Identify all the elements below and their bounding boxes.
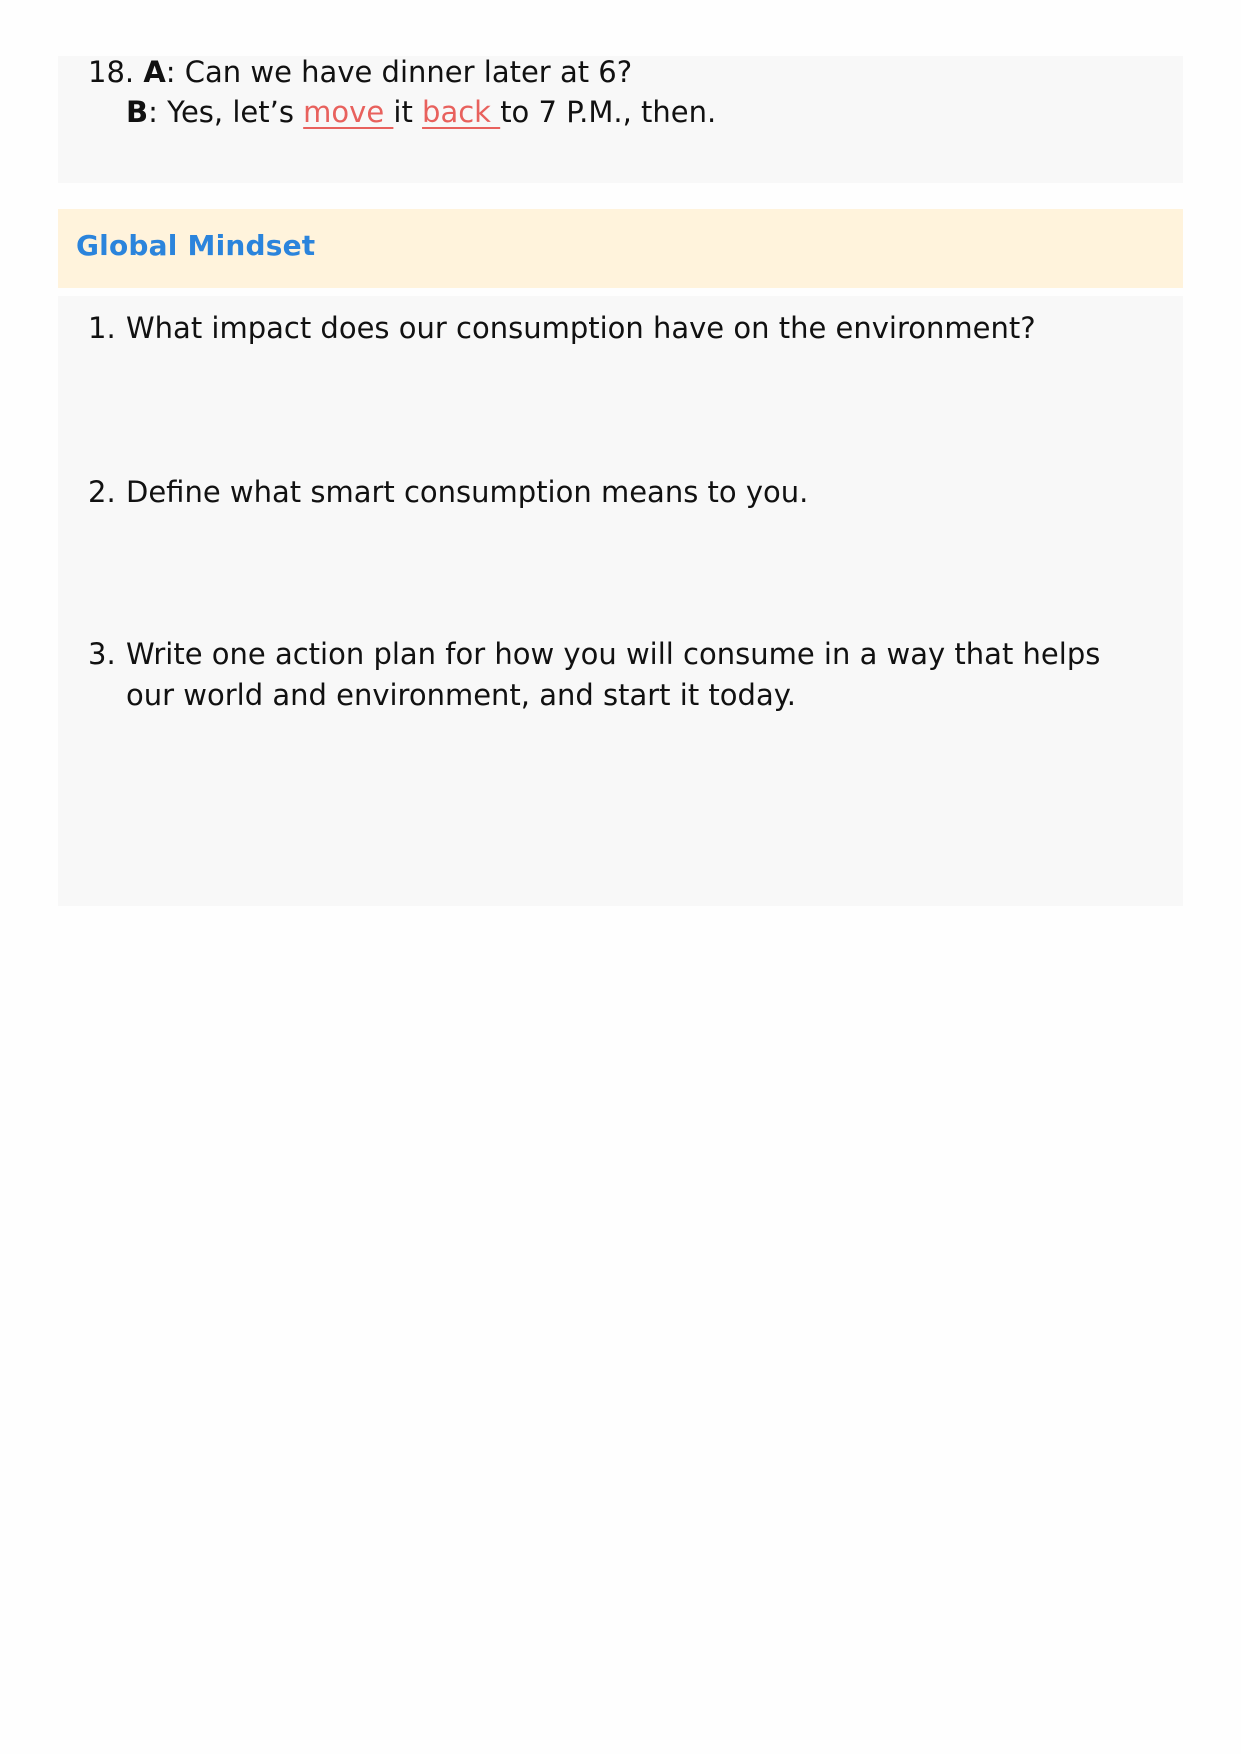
questions-panel [58,296,1183,906]
question-number: 1. [88,311,116,345]
answer-blank-2: back [422,95,501,129]
exercise-line-a [88,52,632,92]
question-number: 3. [88,637,116,671]
question-number: 2. [88,475,116,509]
answer-blank-1: move [303,95,394,129]
line-a-text: : Can we have dinner later at 6? [165,55,633,89]
exercise-panel [58,56,1183,183]
line-b-text-after: to 7 P.M., then. [500,95,717,129]
exercise-number: 18. [88,55,135,89]
section-banner [58,209,1183,288]
speaker-b-label: B [126,95,149,129]
question-text: What impact does our consumption have on the environment? [126,311,1036,345]
line-b-text-before: : Yes, let’s [148,95,304,129]
speaker-a-label: A [143,55,166,89]
line-b-text-middle: it [393,95,423,129]
section-title: Global Mindset [76,229,316,262]
question-text: Define what smart consumption means to you. [126,475,809,509]
exercise-line-b [126,92,716,132]
question-text: Write one action plan for how you will consume in a way that helps our world and environment, and start it today. [126,637,1101,712]
